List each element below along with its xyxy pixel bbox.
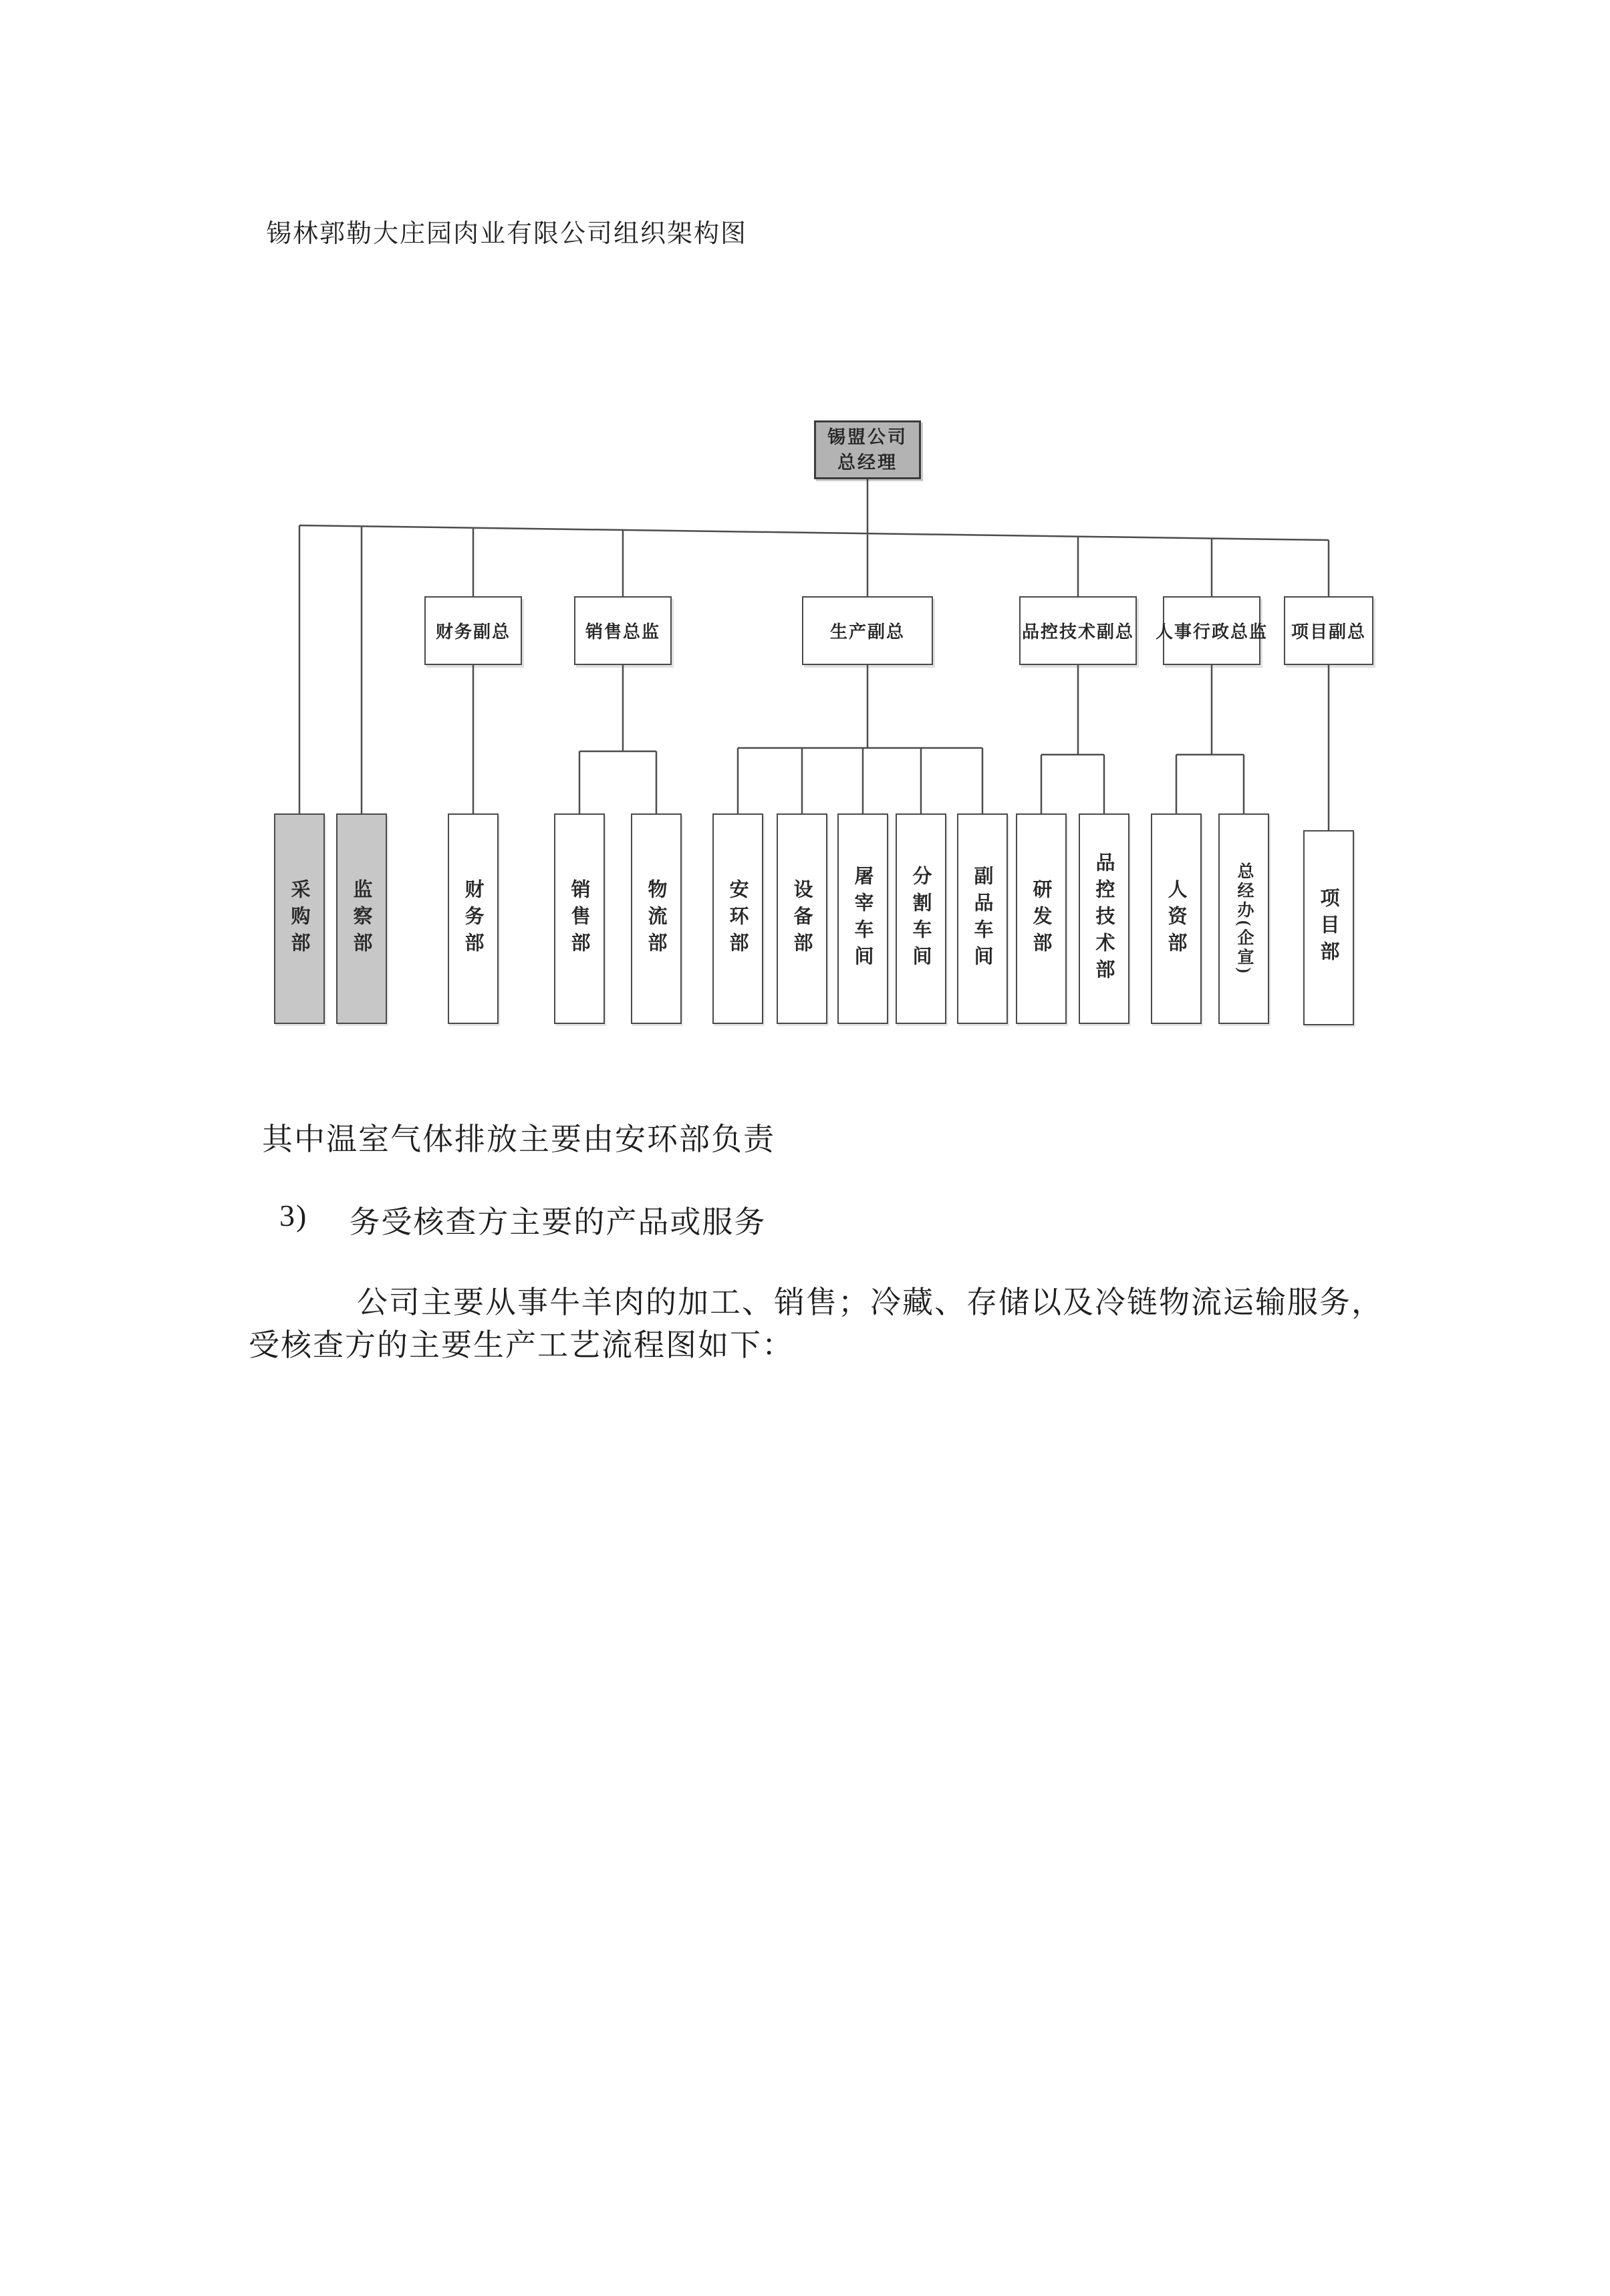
byproduct-workshop-box: 副品车间 (957, 813, 1008, 1024)
gm-office-box: 总经办(企宣) (1218, 813, 1269, 1024)
section-item (279, 1198, 766, 1242)
purchasing-dept-box: 采购部 (274, 813, 325, 1024)
paragraph-line-1: 公司主要从事牛羊肉的加工、销售；冷藏、存储以及冷链物流运输服务， (357, 1285, 1383, 1319)
finance-vp-box: 财务副总 (424, 596, 522, 665)
project-vp-box: 项目副总 (1284, 596, 1373, 665)
general-manager-line1: 锡盟公司 (827, 427, 908, 447)
section-item-number: 3) (279, 1198, 308, 1233)
qc-tech-dept-box: 品控技术部 (1079, 813, 1129, 1024)
logistics-dept-box: 物流部 (631, 813, 682, 1024)
ghg-responsibility-note: 其中温室气体排放主要由安环部负责 (262, 1122, 775, 1156)
qc-tech-vp-box: 品控技术副总 (1019, 596, 1137, 665)
page-title: 锡林郭勒大庄园肉业有限公司组织架构图 (266, 220, 748, 248)
production-vp-box: 生产副总 (802, 596, 933, 665)
rd-dept-box: 研发部 (1016, 813, 1067, 1024)
sales-director-box: 销售总监 (574, 596, 672, 665)
slaughter-workshop-box: 屠宰车间 (837, 813, 888, 1024)
finance-dept-box: 财务部 (448, 813, 499, 1024)
paragraph-line-2: 受核查方的主要生产工艺流程图如下： (249, 1328, 794, 1362)
equipment-dept-box: 设备部 (777, 813, 827, 1024)
hr-admin-director-box: 人事行政总监 (1163, 596, 1260, 665)
supervision-dept-box: 监察部 (336, 813, 387, 1024)
cutting-workshop-box: 分割车间 (896, 813, 946, 1024)
safety-env-dept-box: 安环部 (712, 813, 763, 1024)
hr-dept-box: 人资部 (1151, 813, 1202, 1024)
section-item-title: 务受核查方主要的产品或服务 (349, 1205, 767, 1239)
general-manager-line2: 总经理 (837, 453, 898, 473)
project-dept-box: 项目部 (1303, 830, 1354, 1025)
general-manager-box (814, 420, 921, 479)
sales-dept-box: 销售部 (554, 813, 605, 1024)
